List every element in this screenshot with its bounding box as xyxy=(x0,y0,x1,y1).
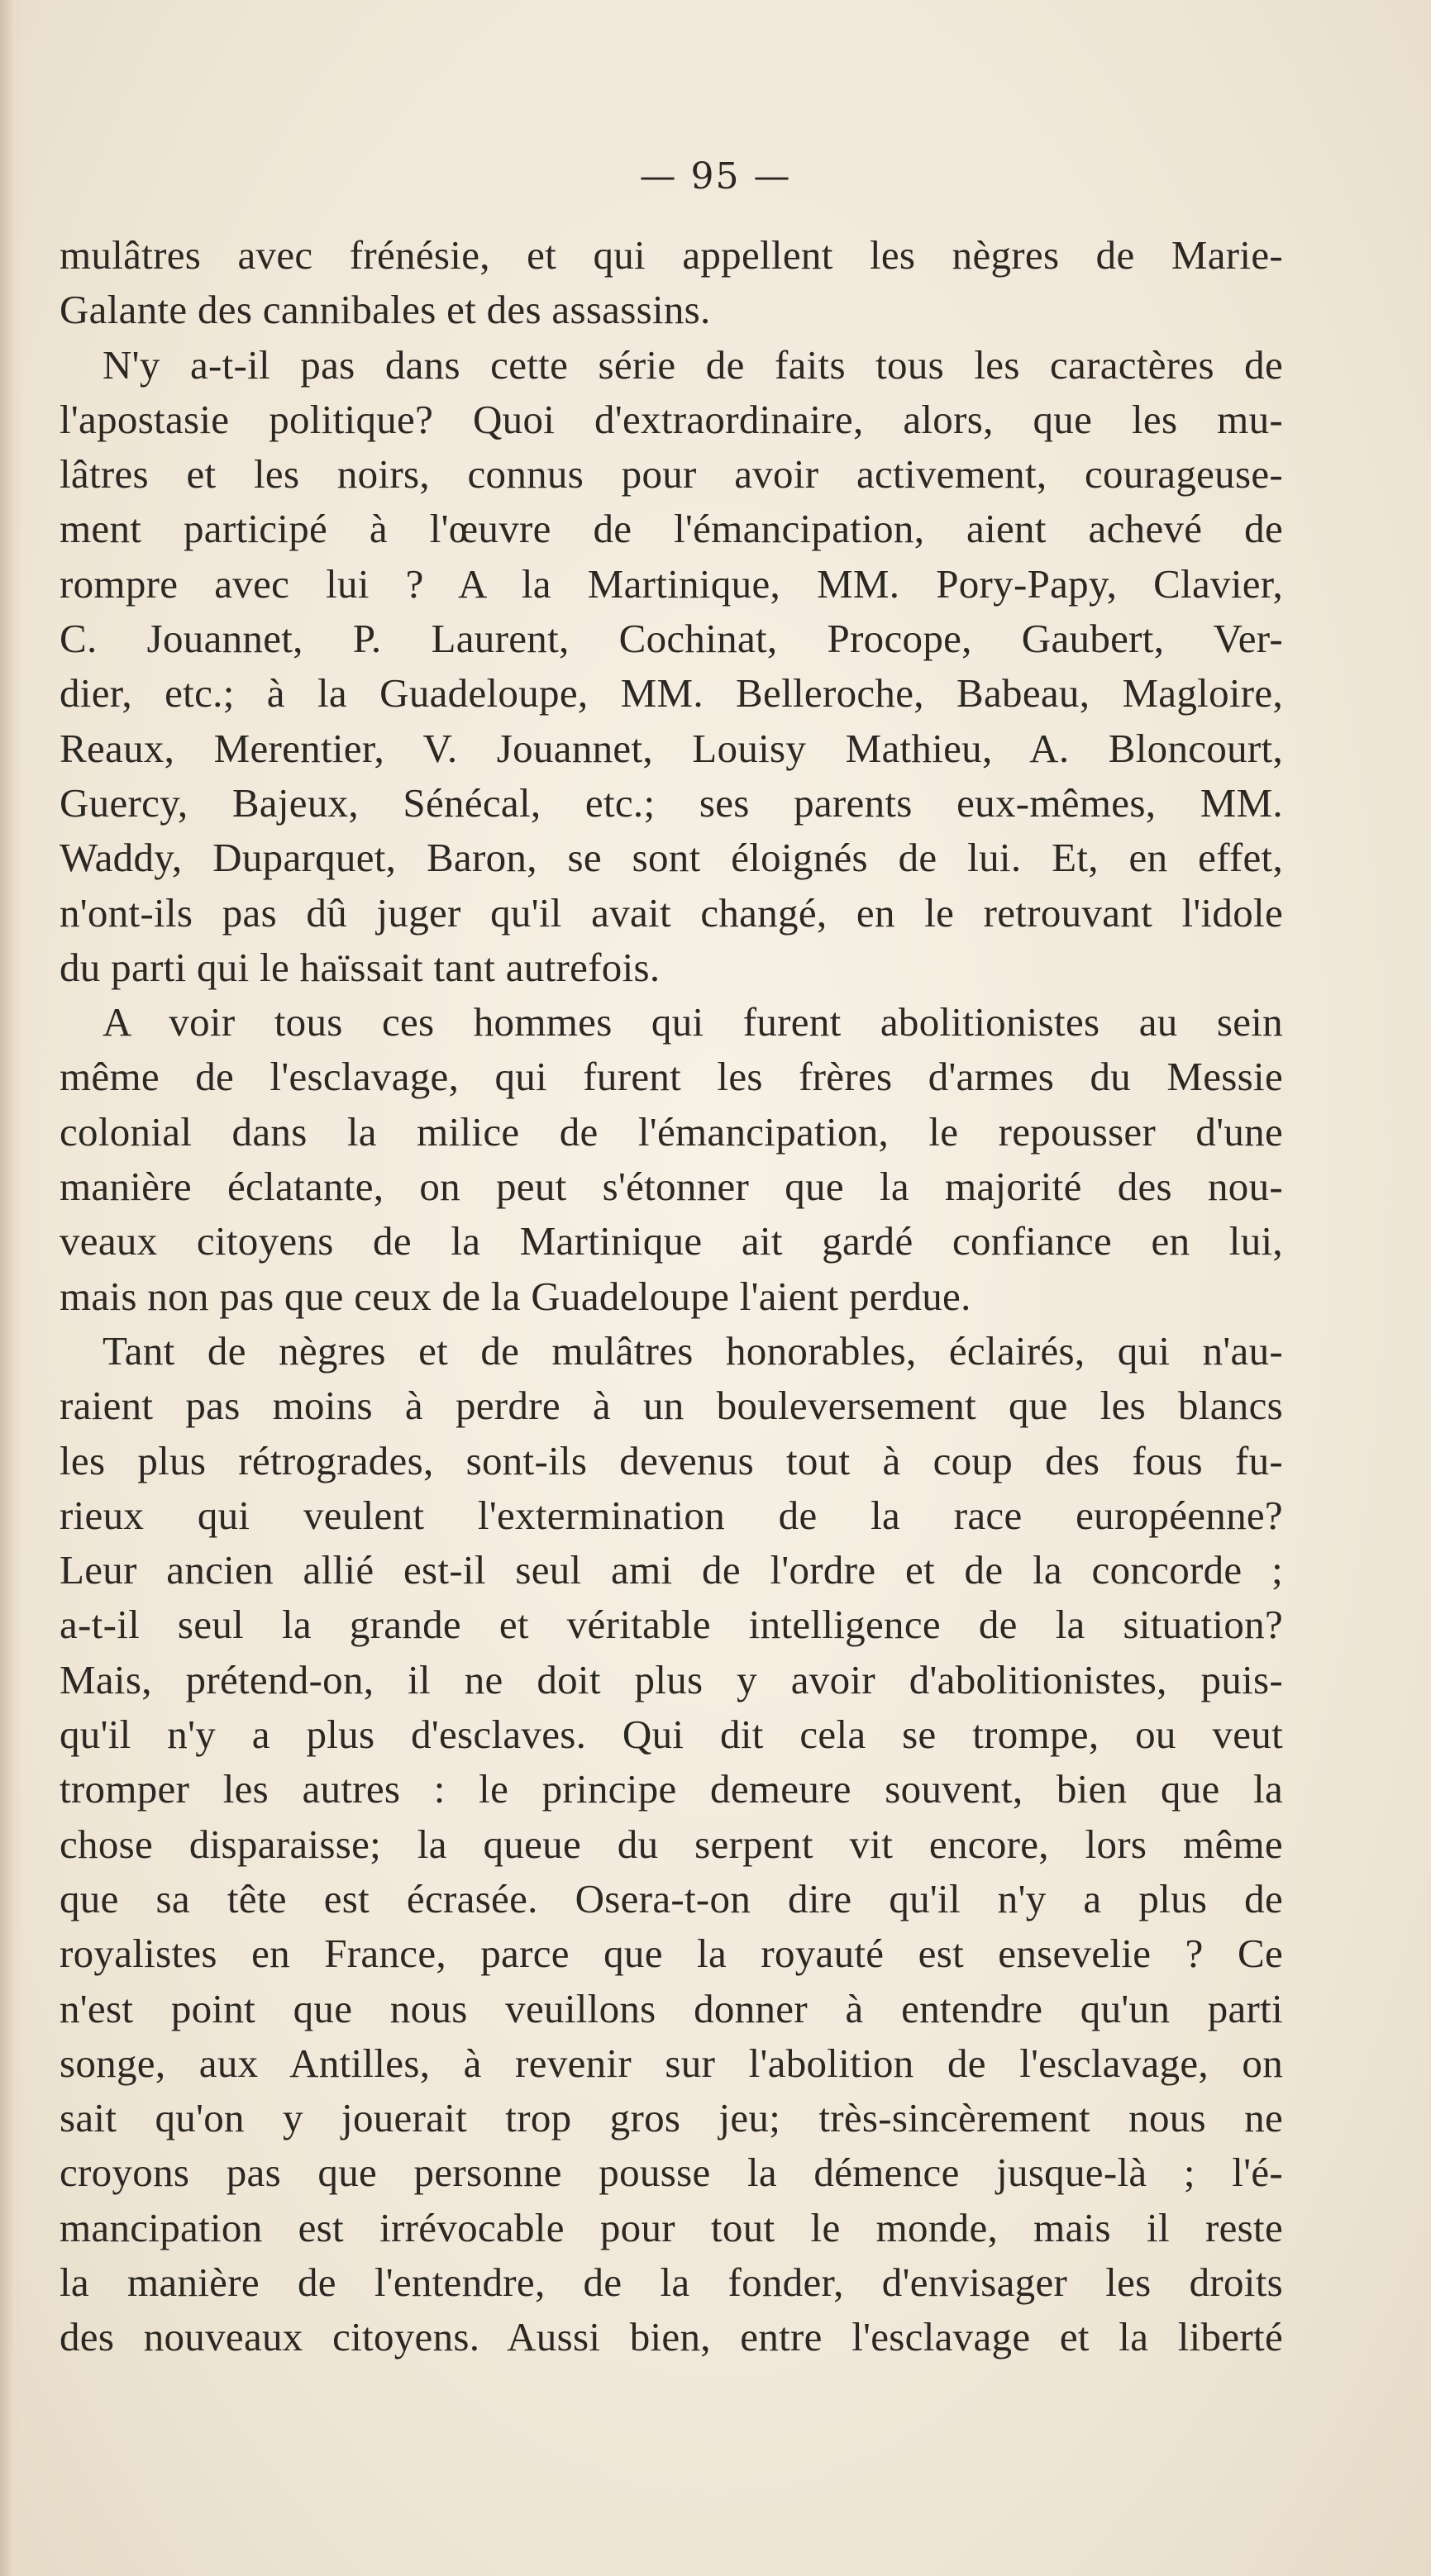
text-line: tromper les autres : le principe demeure souvent, bien que la xyxy=(60,1766,1283,1812)
text-line: qu'il n'y a plus d'esclaves. Qui dit cela se trompe, ou veut xyxy=(60,1712,1283,1758)
text-line: Waddy, Duparquet, Baron, se sont éloignés de lui. Et, en effet, xyxy=(60,835,1283,881)
text-line: a-t-il seul la grande et véritable intelligence de la situation? xyxy=(60,1602,1283,1648)
text-line: raient pas moins à perdre à un bouleversement que les blancs xyxy=(60,1383,1283,1429)
text-line: rieux qui veulent l'extermination de la race européenne? xyxy=(60,1492,1283,1538)
text-line: royalistes en France, parce que la royauté est ensevelie ? Ce xyxy=(60,1931,1283,1977)
text-line: n'ont-ils pas dû juger qu'il avait changé, en le retrouvant l'idole xyxy=(60,889,1283,936)
text-line: Galante des cannibales et des assassins. xyxy=(60,287,711,333)
text-line: Guercy, Bajeux, Sénécal, etc.; ses parents eux-mêmes, MM. xyxy=(60,779,1283,826)
text-line: des nouveaux citoyens. Aussi bien, entre l'esclavage et la liberté xyxy=(60,2314,1283,2360)
body-text xyxy=(60,228,1283,2365)
text-line: croyons pas que personne pousse la démence jusque-là ; l'é- xyxy=(60,2150,1283,2196)
text-line: les plus rétrogrades, sont-ils devenus tout à coup des fous fu- xyxy=(60,1437,1283,1483)
text-line: Mais, prétend-on, il ne doit plus y avoir d'abolitionistes, puis- xyxy=(60,1656,1283,1702)
text-line: Tant de nègres et de mulâtres honorables, éclairés, qui n'au- xyxy=(103,1327,1283,1374)
text-line: du parti qui le haïssait tant autrefois. xyxy=(60,944,661,990)
text-line: mais non pas que ceux de la Guadeloupe l'aient perdue. xyxy=(60,1273,971,1319)
text-line: manière éclatante, on peut s'étonner que la majorité des nou- xyxy=(60,1164,1283,1210)
text-line: chose disparaisse; la queue du serpent vit encore, lors même xyxy=(60,1821,1283,1867)
text-line: colonial dans la milice de l'émancipation, le repousser d'une xyxy=(60,1108,1283,1155)
binding-shadow xyxy=(0,0,23,2576)
page-number: — 95 — xyxy=(639,155,792,198)
text-line: C. Jouannet, P. Laurent, Cochinat, Procope, Gaubert, Ver- xyxy=(60,616,1283,662)
text-line: rompre avec lui ? A la Martinique, MM. Pory-Papy, Clavier, xyxy=(60,560,1283,607)
text-line: même de l'esclavage, qui furent les frères d'armes du Messie xyxy=(60,1054,1283,1100)
text-line: n'est point que nous veuillons donner à entendre qu'un parti xyxy=(60,1985,1283,2031)
text-line: mancipation est irrévocable pour tout le monde, mais il reste xyxy=(60,2204,1283,2250)
text-line: que sa tête est écrasée. Osera-t-on dire qu'il n'y a plus de xyxy=(60,1875,1283,1921)
text-line: dier, etc.; à la Guadeloupe, MM. Belleroche, Babeau, Magloire, xyxy=(60,670,1283,717)
text-line: veaux citoyens de la Martinique ait gardé confiance en lui, xyxy=(60,1218,1283,1264)
text-line: ment participé à l'œuvre de l'émancipation, aient achevé de xyxy=(60,506,1283,552)
text-line: sait qu'on y jouerait trop gros jeu; très-sincèrement nous ne xyxy=(60,2095,1283,2141)
text-line: Reaux, Merentier, V. Jouannet, Louisy Mathieu, A. Bloncourt, xyxy=(60,725,1283,771)
text-line: lâtres et les noirs, connus pour avoir activement, courageuse- xyxy=(60,451,1283,498)
text-line: la manière de l'entendre, de la fonder, d'envisager les droits xyxy=(60,2259,1283,2305)
text-line: l'apostasie politique? Quoi d'extraordinaire, alors, que les mu- xyxy=(60,396,1283,442)
text-line: N'y a-t-il pas dans cette série de faits tous les caractères de xyxy=(103,341,1283,388)
text-line: A voir tous ces hommes qui furent abolitionistes au sein xyxy=(103,999,1283,1045)
text-line: songe, aux Antilles, à revenir sur l'abolition de l'esclavage, on xyxy=(60,2040,1283,2086)
text-line: mulâtres avec frénésie, et qui appellent les nègres de Marie- xyxy=(60,232,1283,278)
text-line: Leur ancien allié est-il seul ami de l'ordre et de la concorde ; xyxy=(60,1547,1283,1593)
